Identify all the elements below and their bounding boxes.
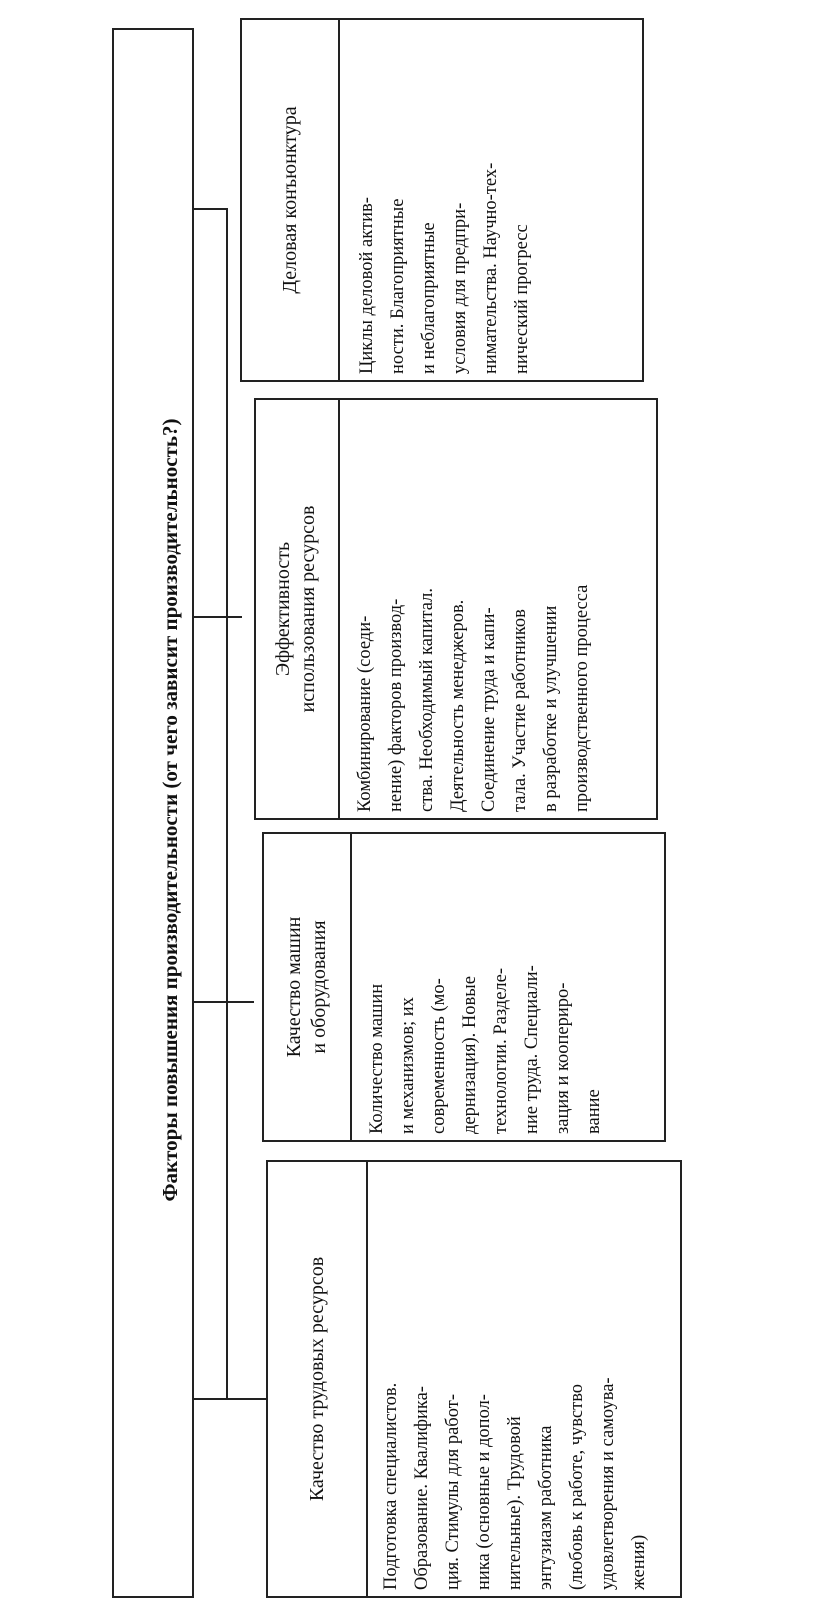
factor-heading-wrap-3 bbox=[258, 402, 334, 816]
diagram-title: Факторы повышения производительности (от чего зависит производительность?) bbox=[158, 418, 182, 1202]
factor-heading-wrap-4 bbox=[244, 22, 336, 378]
factor-body-labor-quality: Подготовка специалистов. Образование. Квалифика- ция. Стимулы для работ- ника (основные и допол- нительные). Трудовой энтузиазм работника (любовь к работе, чувство удовлетворения и самоува- жения) bbox=[381, 1377, 649, 1590]
connector-branch-4 bbox=[194, 1398, 266, 1400]
factor-body-wrap-3 bbox=[350, 402, 650, 816]
factor-divider-labor-quality bbox=[366, 1160, 368, 1598]
factor-heading-business-conditions: Деловая конъюнктура bbox=[278, 106, 301, 294]
connector-branch-3 bbox=[194, 1001, 254, 1003]
factor-body-business-conditions: Циклы деловой актив- ности. Благоприятные и неблагоприятные условия для предпри- нимательства. Научно-тех- нический прогресс bbox=[357, 162, 532, 374]
factor-heading-wrap-2 bbox=[266, 836, 348, 1138]
factor-body-machinery-quality: Количество машин и механизмов; их современность (мо- дернизация). Новые технологии. Разделе- ние труда. Специали- зация и коопериро- вание bbox=[367, 965, 604, 1134]
connector-spine bbox=[226, 208, 228, 1398]
factor-heading-wrap-1 bbox=[270, 1164, 364, 1594]
factor-heading-labor-quality: Качество трудовых ресурсов bbox=[305, 1256, 328, 1502]
factor-heading-machinery-quality: Качество машин и оборудования bbox=[283, 916, 330, 1058]
title-text-wrap bbox=[160, 35, 190, 1585]
factor-body-wrap-1 bbox=[376, 1164, 676, 1594]
factor-body-wrap-4 bbox=[352, 22, 638, 378]
factor-divider-business-conditions bbox=[338, 18, 340, 382]
factor-divider-resource-efficiency bbox=[338, 398, 340, 820]
factor-body-resource-efficiency: Комбинирование (соеди- нение) факторов производ- ства. Необходимый капитал. Деятельность менеджеров. Соединение труда и капи- тала. Участие работников в разработке и улучшении производственного процесса bbox=[355, 584, 592, 812]
factor-body-wrap-2 bbox=[362, 836, 662, 1138]
connector-branch-2 bbox=[194, 616, 242, 618]
factor-divider-machinery-quality bbox=[350, 832, 352, 1142]
factor-heading-resource-efficiency: Эффективность использования ресурсов bbox=[272, 505, 319, 713]
connector-branch-1 bbox=[194, 208, 228, 210]
